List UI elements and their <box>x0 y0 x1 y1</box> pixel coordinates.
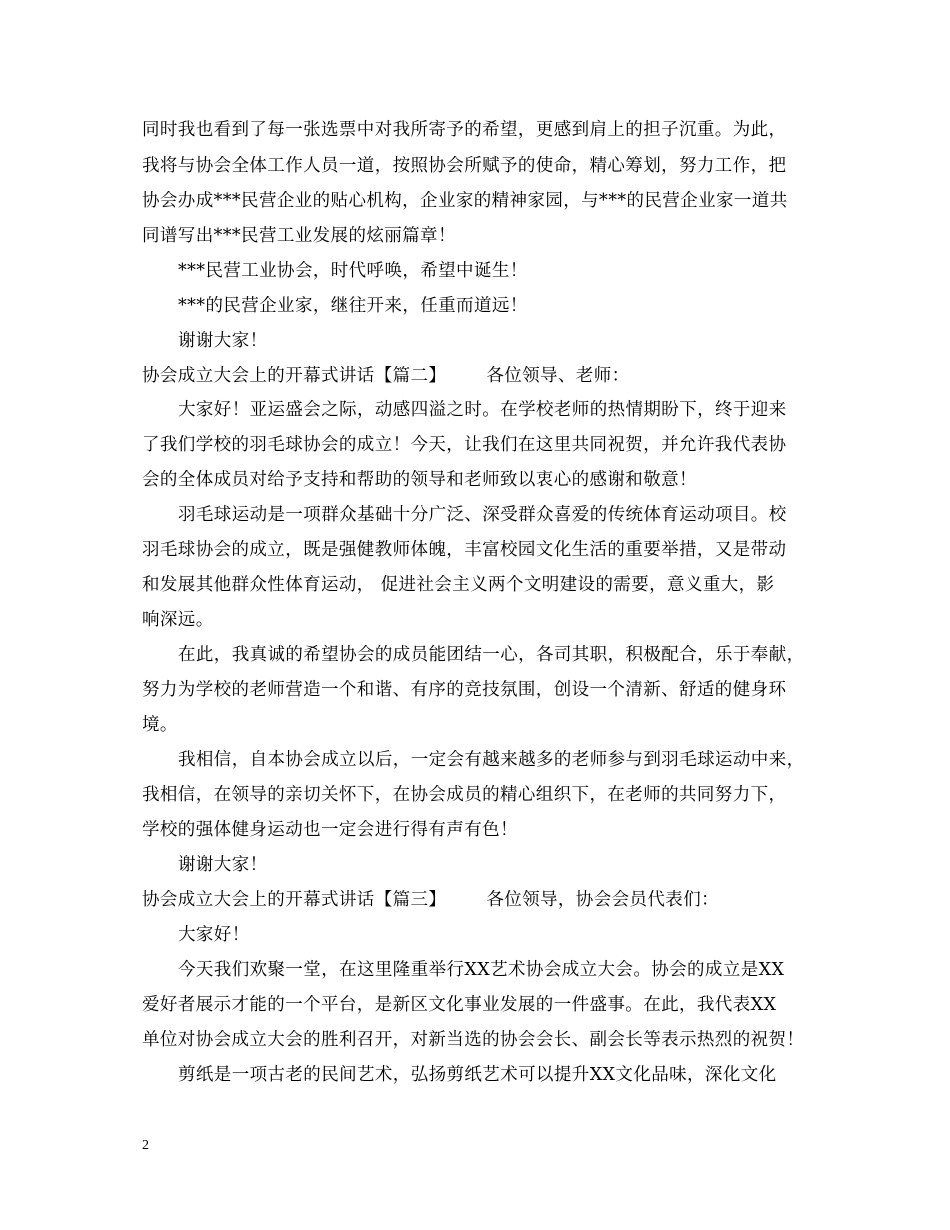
section-three-heading-line <box>142 888 719 912</box>
body-text-line: 同谱写出***民营工业发展的炫丽篇章！ <box>142 226 456 246</box>
body-text-line: 剪纸是一项古老的民间艺术，弘扬剪纸艺术可以提升XX文化品味，深化文化 <box>178 1065 777 1085</box>
salutation: 各位领导、老师： <box>486 366 630 386</box>
body-text-line: ***民营工业协会，时代呼唤，希望中诞生！ <box>178 261 528 281</box>
section-heading: 协会成立大会上的开幕式讲话【篇三】 <box>142 890 447 910</box>
greeting-text: 大家好！ <box>178 925 250 945</box>
body-text-line: 同时我也看到了每一张选票中对我所寄予的希望，更感到肩上的担子沉重。为此， <box>142 120 787 140</box>
body-text-line: 和发展其他群众性体育运动， 促进社会主义两个文明建设的需要，意义重大，影 <box>142 575 775 595</box>
page-number: 2 <box>142 1138 149 1153</box>
body-text-line: 会的全体成员对给予支持和帮助的领导和老师致以衷心的感谢和敬意！ <box>142 470 697 490</box>
salutation: 各位领导，协会会员代表们： <box>486 890 720 910</box>
section-heading: 协会成立大会上的开幕式讲话【篇二】 <box>142 366 447 386</box>
body-text-line: ***的民营企业家，继往开来，任重而道远！ <box>178 296 528 316</box>
body-text-line: 单位对协会成立大会的胜利召开，对新当选的协会会长、副会长等表示热烈的祝贺！ <box>142 1030 805 1050</box>
body-text-line: 在此，我真诚的希望协会的成员能团结一心，各司其职，积极配合，乐于奉献， <box>178 645 805 665</box>
body-text-line: 羽毛球协会的成立，既是强健教师体魄，丰富校园文化生活的重要举措，又是带动 <box>142 540 787 560</box>
body-text-line: 羽毛球运动是一项群众基础十分广泛、深受群众喜爱的传统体育运动项目。校 <box>178 505 787 525</box>
body-text-line: 境。 <box>142 715 178 735</box>
body-text-line: 我将与协会全体工作人员一道，按照协会所赋予的使命，精心筹划，努力工作，把 <box>142 156 787 176</box>
body-text-line: 响深远。 <box>142 610 214 630</box>
body-text-line: 努力为学校的老师营造一个和谐、有序的竞技氛围，创设一个清新、舒适的健身环 <box>142 680 787 700</box>
body-text-line: 了我们学校的羽毛球协会的成立！今天，让我们在这里共同祝贺，并允许我代表协 <box>142 435 787 455</box>
body-text-line: 今天我们欢聚一堂，在这里隆重举行XX艺术协会成立大会。协会的成立是XX <box>178 960 785 980</box>
body-text-line: 我相信，自本协会成立以后，一定会有越来越多的老师参与到羽毛球运动中来， <box>178 750 805 770</box>
body-text-line: 学校的强体健身运动也一定会进行得有声有色！ <box>142 820 518 840</box>
body-text-line: 爱好者展示才能的一个平台，是新区文化事业发展的一件盛事。在此，我代表XX <box>142 995 777 1015</box>
body-text-line: 协会办成***民营企业的贴心机构，企业家的精神家园，与***的民营企业家一道共 <box>142 191 788 211</box>
body-text-line: 我相信，在领导的亲切关怀下，在协会成员的精心组织下，在老师的共同努力下， <box>142 785 787 805</box>
section-two-heading-line <box>142 364 630 388</box>
closing-text: 谢谢大家！ <box>178 331 268 351</box>
closing-text: 谢谢大家！ <box>178 855 268 875</box>
body-text-line: 大家好！亚运盛会之际，动感四溢之时。在学校老师的热情期盼下，终于迎来 <box>178 400 787 420</box>
